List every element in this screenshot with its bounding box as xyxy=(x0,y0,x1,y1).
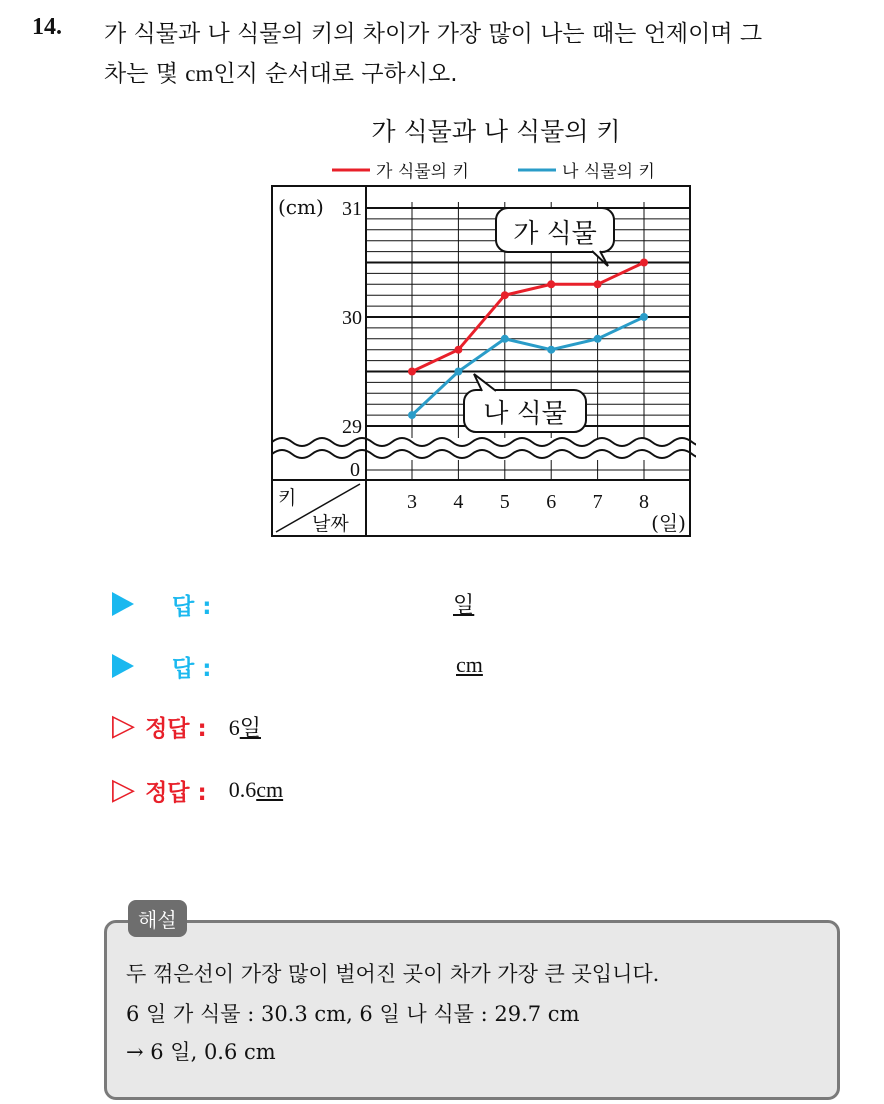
answer-2-unit[interactable]: cm xyxy=(456,652,483,677)
x-tick-label: 3 xyxy=(407,491,417,513)
answer-1-unit[interactable]: 일 xyxy=(453,593,475,618)
callout-a xyxy=(496,208,614,266)
explanation-line-1: 두 꺾은선이 가장 많이 벌어진 곳이 차가 가장 큰 곳입니다. xyxy=(126,962,660,986)
x-tick-label: 5 xyxy=(499,491,510,513)
correct-label: 정답 : xyxy=(145,779,207,806)
question-line-1: 가 식물과 나 식물의 키의 차이가 가장 많이 나는 때는 언제이며 그 xyxy=(104,21,763,47)
question-line-2-a: 차는 몇 xyxy=(104,61,186,87)
callout-a-label: 가 식물 xyxy=(513,219,597,249)
correct-row-1 xyxy=(112,708,261,744)
chart-title: 가 식물과 나 식물의 키 xyxy=(371,117,621,146)
correct-row-2 xyxy=(112,772,283,808)
x-tick-label: 6 xyxy=(546,491,557,513)
red-outline-triangle-icon: ▷ xyxy=(112,708,136,743)
data-point-b xyxy=(640,313,648,321)
x-tick-label: 8 xyxy=(639,491,649,513)
blue-triangle-icon xyxy=(112,654,134,678)
question-text xyxy=(104,14,874,94)
explanation-line-2: 6 일 가 식물 : 30.3 cm, 6 일 나 식물 : 29.7 cm xyxy=(126,1002,580,1026)
correct-1-unit: 일 xyxy=(239,715,261,741)
question-line-2-b: 인지 순서대로 구하시오. xyxy=(213,61,458,87)
y-tick-label: 0 xyxy=(350,459,360,481)
legend-label-b: 나 식물의 키 xyxy=(562,162,655,182)
x-tick-label: 4 xyxy=(453,491,464,513)
data-point-a xyxy=(408,368,416,376)
x-tick-label: 7 xyxy=(592,491,603,513)
blue-triangle-icon xyxy=(112,592,134,616)
question-unit: cm xyxy=(185,61,214,86)
correct-2 xyxy=(229,777,283,803)
data-point-b xyxy=(501,335,509,343)
plot-area xyxy=(272,186,696,536)
answer-label: 답 : xyxy=(172,593,212,620)
correct-1 xyxy=(229,711,261,742)
answer-row-2 xyxy=(112,648,211,684)
red-outline-triangle-icon: ▷ xyxy=(112,772,136,807)
data-point-b xyxy=(408,411,416,419)
data-point-b xyxy=(454,368,462,376)
correct-2-value: 0.6 xyxy=(228,777,257,802)
data-point-b xyxy=(594,335,602,343)
y-tick-label: 31 xyxy=(342,198,362,220)
x-unit-label: (일) xyxy=(651,511,686,535)
y-tick-label: 29 xyxy=(342,416,362,438)
data-point-a xyxy=(640,259,648,267)
answer-row-1 xyxy=(112,586,211,622)
corner-bottom-label: 날짜 xyxy=(312,513,349,535)
chart-legend xyxy=(332,161,655,182)
data-point-b xyxy=(547,346,555,354)
question-line-2 xyxy=(104,54,874,94)
correct-label: 정답 : xyxy=(145,715,207,742)
line-chart xyxy=(266,108,696,548)
answer-label: 답 : xyxy=(172,655,212,682)
y-tick-label: 30 xyxy=(342,307,362,329)
question-number: 14. xyxy=(32,14,62,40)
data-point-a xyxy=(501,291,509,299)
corner-top-label: 키 xyxy=(278,487,297,509)
legend-label-a: 가 식물의 키 xyxy=(376,162,469,182)
callout-a-tail xyxy=(592,251,608,266)
data-point-a xyxy=(547,280,555,288)
explanation-line-3: → 6 일, 0.6 cm xyxy=(126,1040,276,1064)
data-point-a xyxy=(594,280,602,288)
correct-1-value: 6 xyxy=(228,714,240,740)
data-point-a xyxy=(454,346,462,354)
y-unit-label: (cm) xyxy=(278,195,324,219)
explanation-tag: 해설 xyxy=(128,900,187,937)
correct-2-unit: cm xyxy=(256,777,284,802)
callout-b-label: 나 식물 xyxy=(483,399,567,429)
